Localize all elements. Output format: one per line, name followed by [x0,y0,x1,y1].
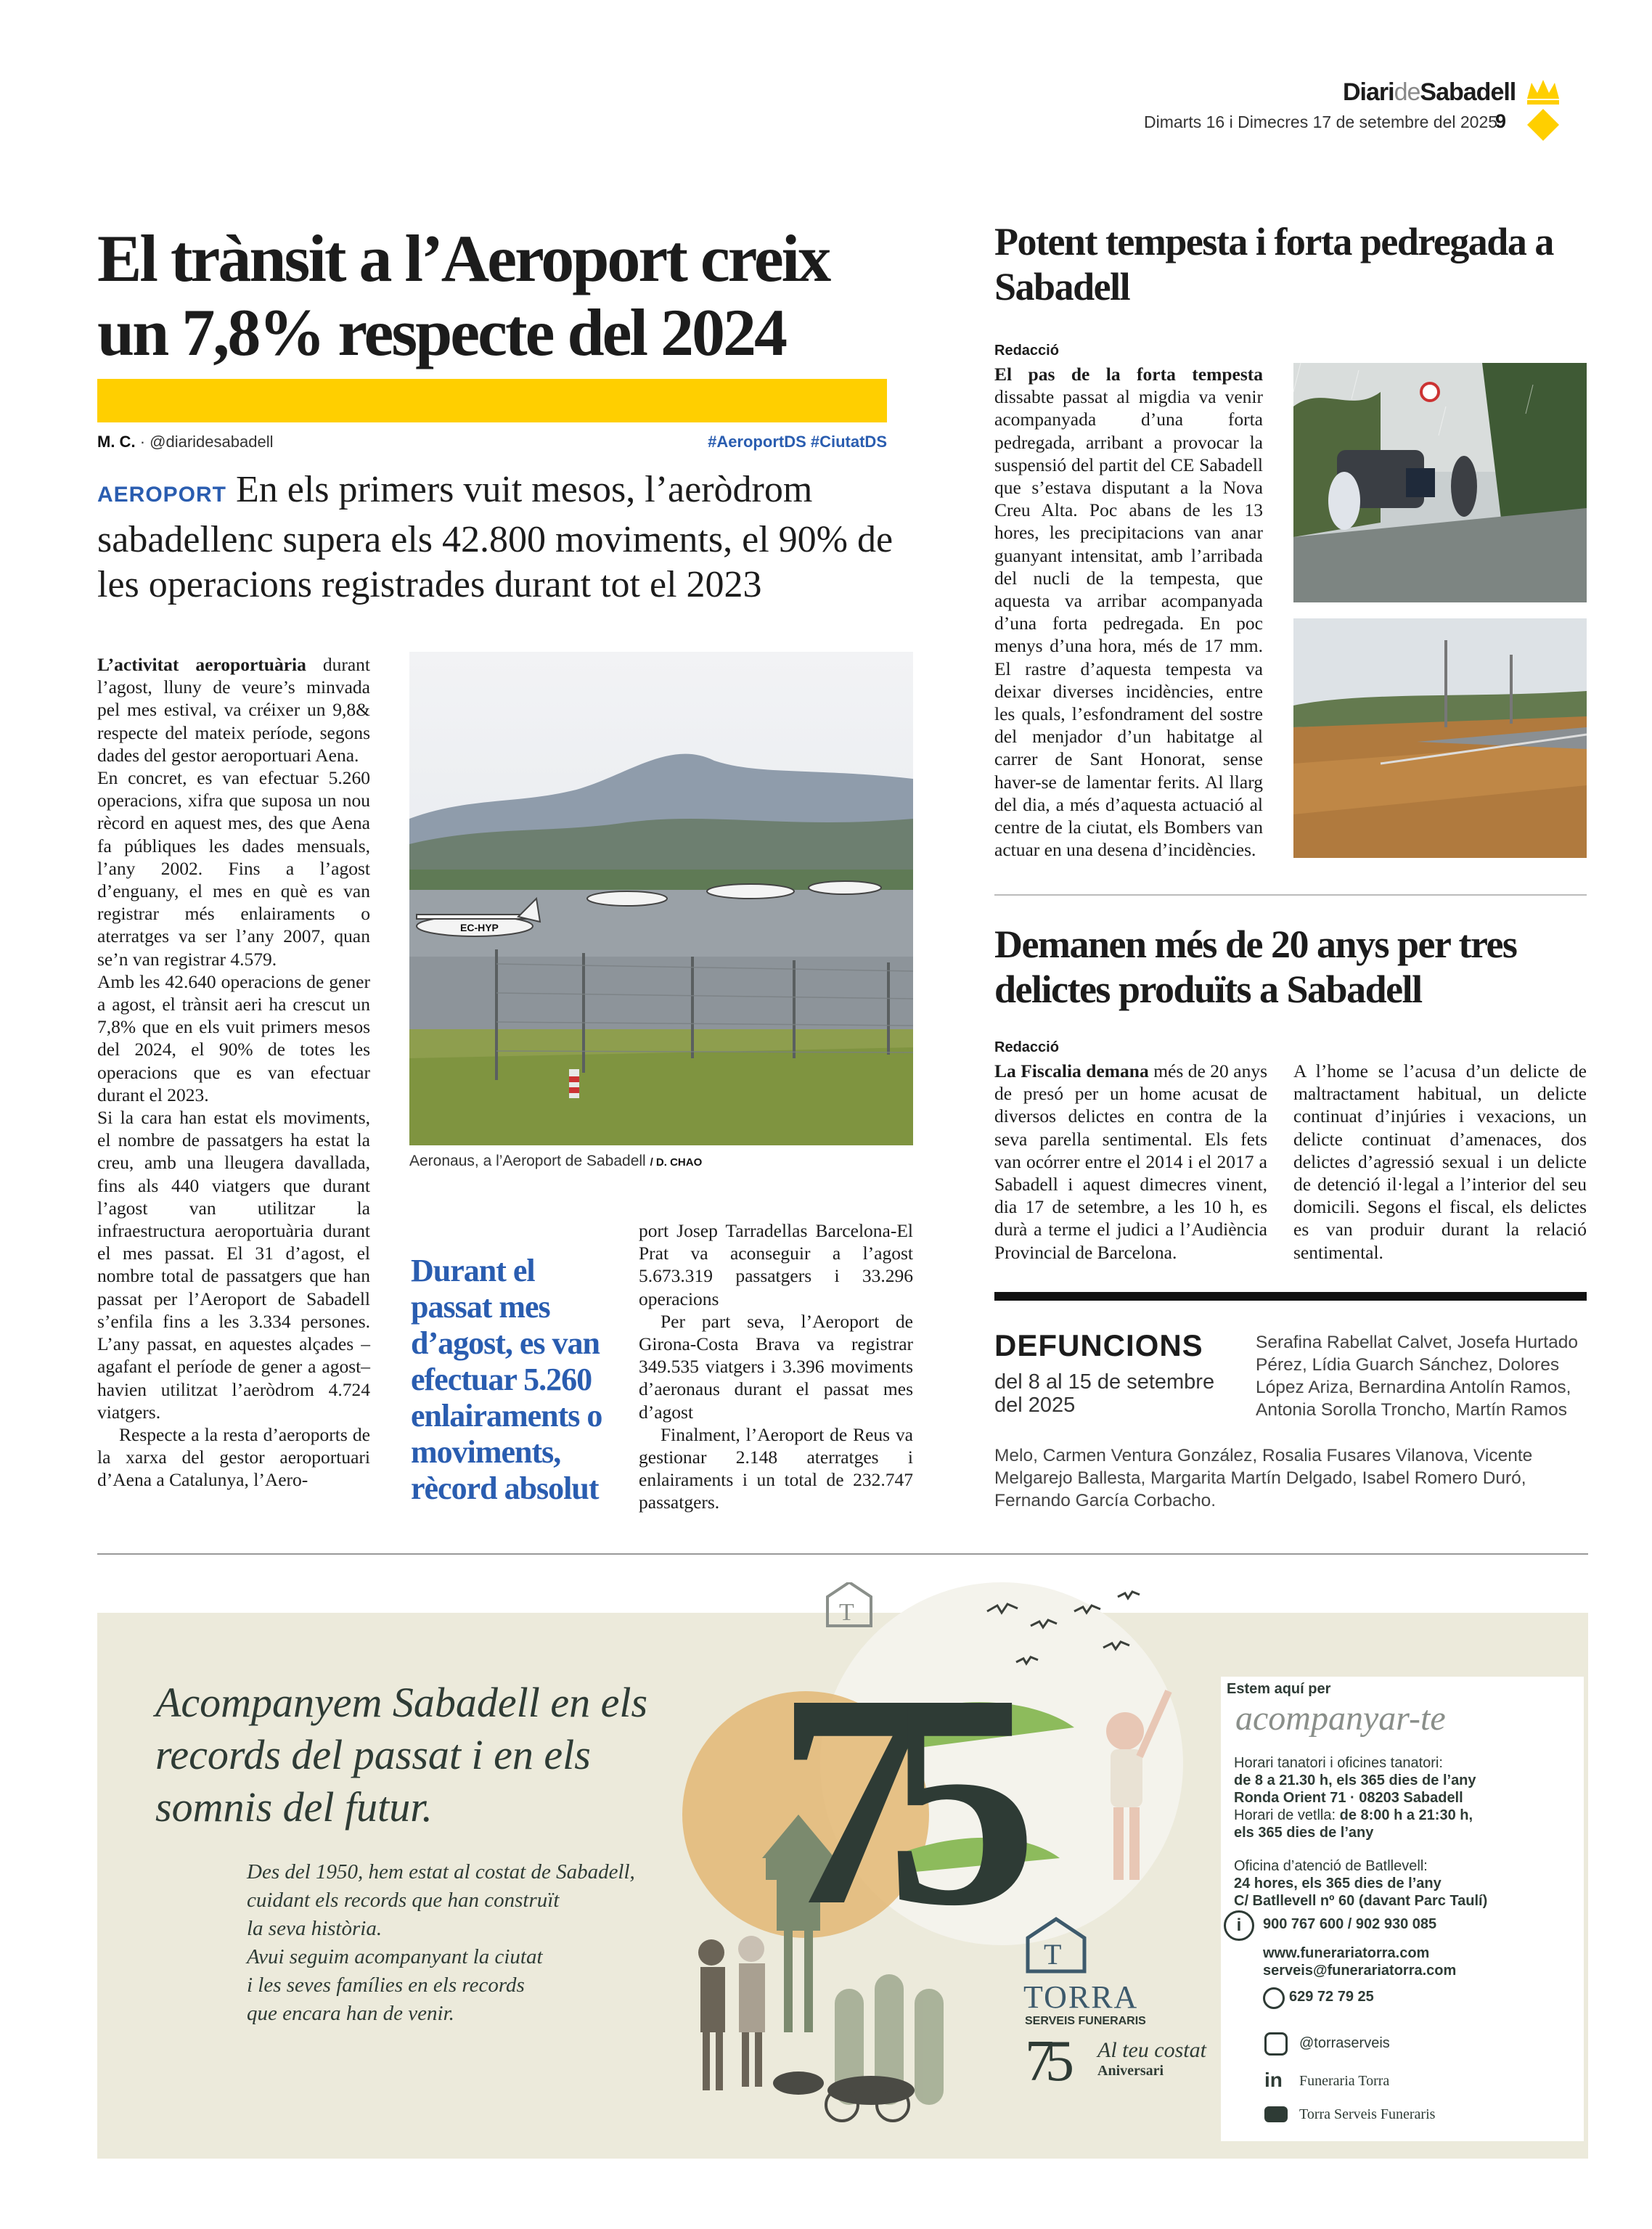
plane-registration: EC-HYP [460,922,499,933]
paragraph: durant l’agost, lluny de veure’s minvada pel mes estival, va créixer un 9,8& respecte del mateix període, segons dades del gestor aeroportuari Aena. [97,654,370,766]
lead-in: El pas de la forta tempesta [994,364,1263,385]
obituaries-dates: del 8 al 15 de setembre del 2025 [994,1370,1215,1417]
obituaries-names-bottom: Melo, Carmen Ventura González, Rosalia Fusares Vilanova, Vicente Melgarejo Ballesta, Margarita Martín Delgado, Isabel Romero Duró, Fernando García Corbacho. [994,1446,1533,1510]
paragraph: Finalment, l’Aeroport de Reus va gestionar 2.148 aterratges i enlairaments i un total de 232.747 passatgers. [639,1423,913,1513]
masthead-diari: Diari [1343,78,1394,106]
anniversary-label: Aniversari [1097,2063,1164,2079]
vetlla-value-2: els 365 dies de l’any [1234,1825,1374,1841]
issue-date: Dimarts 16 i Dimecres 17 de setembre del 2025 [1144,113,1498,131]
house-logo-icon [1023,1916,1089,1974]
byline-separator: · [139,433,146,451]
horari-value: de 8 a 21.30 h, els 365 dies de l’any [1234,1772,1476,1788]
paragraph: A l’home se l’acusa d’un delicte de maltractament habitual, un delicte continuat d’injúries i vexacions, un delicte continuat d’amenaces, dos delictes d’agressió sexual i un delicte de detenció il·legal a l’interior del seu domicili. Segons el fiscal, els delictes es van produir durant la relació sentimental. [1293,1060,1587,1263]
ad-text-line: Avui seguim acompanyant la ciutat [247,1945,543,1968]
deck [97,467,896,608]
youtube-channel[interactable]: Torra Serveis Funeraris [1299,2106,1436,2122]
phones[interactable]: 900 767 600 / 902 930 085 [1263,1916,1437,1932]
oficina-value: 24 hores, els 365 dies de l’any [1234,1876,1442,1891]
vetlla-label [1234,1807,1473,1824]
storm-byline: Redacció [994,343,1059,359]
section-divider [994,894,1587,896]
ad-text [247,1858,711,2028]
article-column-3 [639,1219,913,1514]
paragraph: Per part seva, l’Aeroport de Girona-Costa Brava va registrar 349.535 viatgers i 3.396 moviments d’aeronaus durant el passat mes d’agost [639,1310,913,1423]
paragraph: port Josep Tarradellas Barcelona-El Prat va aconseguir a l’agost 5.673.319 passatgers i 33.296 operacions [639,1220,913,1309]
pull-quote: Durant el passat mes d’agost, es van efectuar 5.260 enlairaments o moviments, rècord absolut [411,1253,602,1506]
ad-title: Acompanyem Sabadell en els records del passat i en els somnis del futur. [155,1679,648,1831]
article-column-1 [97,653,370,1492]
instagram-icon [1264,2032,1288,2056]
main-headline: El trànsit a l’Aeroport creix un 7,8% respecte del 2024 [97,221,830,369]
obituaries-title: DEFUNCIONS [994,1328,1203,1362]
lead-in: L’activitat aeroportuària [97,654,306,675]
ad-text-line: la seva història. [247,1917,383,1940]
crime-headline: Demanen més de 20 anys per tres delictes produïts a Sabadell [994,923,1517,1011]
hashtags[interactable]: #AeroportDS #CiutatDS [708,433,887,451]
vetlla-value: de 8:00 h a 21:30 h, [1339,1807,1473,1823]
ad-text-line: Des del 1950, hem estat al costat de Sabadell, [247,1860,635,1884]
author: M. C. [97,433,136,451]
obituaries-names-top: Serafina Rabellat Calvet, Josefa Hurtado Pérez, Lídia Guarch Sánchez, Dolores López Ariza, Bernardina Antolín Ramos, Antonia Sorolla Troncho, Martín Ramos [1256,1333,1578,1420]
storm-rain-photo [1293,363,1587,602]
byline [97,433,273,451]
oficina-address: C/ Batllevell nº 60 (davant Parc Taulí) [1234,1893,1488,1909]
vetlla-label-text: Horari de vetlla: [1234,1807,1336,1823]
horari-label: Horari tanatori i oficines tanatori: [1234,1755,1443,1771]
social-handle[interactable]: @diaridesabadell [150,433,274,451]
paragraph: Si la cara han estat els moviments, el nombre de passatgers ha estat la creu, amb una lleugera davallada, fins als 440 viatgers que durant l’agost van utilitzar la infraestructura aeroportuària durant el mes passat. El 31 d’agost, el nombre total de passatgers que han passat per l’Aeroport de Sabadell s’enfila fins a les 3.334 persones. L’any passat, en aquestes alçades –agafant el període de gener a agost– havien utilitzat l’aeròdrom 4.724 viatgers. [97,1107,370,1423]
masthead [1343,78,1516,107]
whatsapp-number[interactable]: 629 72 79 25 [1289,1989,1374,2005]
section-tag: AEROPORT [97,483,227,507]
estem-label: Estem aquí per [1227,1681,1331,1697]
house-logo-letter: T [1044,1938,1062,1971]
lead-in: La Fiscalia demana [994,1060,1149,1081]
anniversary-number: 75 [1025,2029,1066,2093]
ad-text-line: cuidant els records que han construït [247,1889,560,1912]
page-number: 9 [1495,110,1507,132]
website-link[interactable]: www.funerariatorra.com [1263,1945,1430,1961]
paragraph: Respecte a la resta d’aeroports de la xarxa del gestor aeroportuari d’Aena a Catalunya, l’Aero- [97,1423,370,1491]
caption-text: Aeronaus, a l’Aeroport de Sabadell [409,1153,646,1169]
crown-logo-icon [1524,78,1562,144]
brand-name: TORRA [1023,1979,1139,2015]
ad-separator [97,1553,1588,1555]
paragraph: més de 20 anys de presó per un home acusat de diversos delictes en contra de la seva parella sentimental. Els fets van ocórrer entre el 2014 i el 2017 a Sabadell i aquest dimecres vinent, dia 17 de setembre, a les 10 h, es durà a terme el judici a l’Audiència Provincial de Barcelona. [994,1060,1267,1263]
brand-subtitle: SERVEIS FUNERARIS [1025,2015,1146,2027]
masthead-de: de [1394,78,1420,106]
acompanyar-label: acompanyar-te [1235,1699,1446,1738]
info-icon: i [1224,1910,1254,1941]
paragraph: En concret, es van efectuar 5.260 operacions, xifra que suposa un nou rècord en aquest mes, des que Aena fa públiques les dades mensuals, l’any 2002. Fins a l’agost d’enguany, el mes en què es van registrar més enlairaments o aterratges va ser l’any 2007, quan se’n van registrar 4.579. [97,767,370,970]
anniversary-text: Al teu costat [1097,2038,1206,2062]
linkedin-icon: in [1264,2069,1283,2091]
whatsapp-icon [1263,1987,1285,2009]
instagram-handle[interactable]: @torraserveis [1299,2035,1390,2051]
crime-column-1 [994,1060,1267,1264]
masthead-sabadell: Sabadell [1420,78,1516,106]
paragraph: dissabte passat al migdia va venir acompanyada d’una forta pedregada, arribant a provocar la suspensió del partit del CE Sabadell que s’estava disputant a la Nova Creu Alta. Poc abans de les 13 hores, les precipitacions van anar guanyant intensitat, amb l’arribada del nucli de la tempesta, que aquesta va arribar acompanyada d’una forta pedregada. En poc menys d’una hora, més de 17 mm. El rastre d’aquesta tempesta va deixar diverses incidències, entre les quals, l’esfondrament del sostre del menjador d’un habitatge al carrer de Sant Honorat, sense haver-se de lamentar ferits. Al llarg del dia, a més d’aquesta actuació al centre de la ciutat, els Bombers van actuar en una desena d’incidències. [994,386,1263,861]
crime-byline: Redacció [994,1039,1059,1055]
address: Ronda Orient 71 · 08203 Sabadell [1234,1790,1463,1806]
storm-body [994,363,1263,861]
airport-photo [409,652,913,1145]
obituaries-rule [994,1292,1587,1301]
ad-text-line: i les seves famílies en els records [247,1974,525,1997]
youtube-icon [1264,2106,1288,2122]
oficina-label: Oficina d’atenció de Batllevell: [1234,1858,1428,1874]
ad-text-line: que encara han de venir. [247,2002,454,2025]
big-75: 75 [777,1631,994,1968]
linkedin-name[interactable]: Funeraria Torra [1299,2073,1390,2089]
house-logo-letter-top: T [839,1599,854,1626]
paragraph: Amb les 42.640 operacions de gener a agost, el trànsit aeri ha crescut un 7,8% que en els vuit primers mesos del 2024, el 90% de totes les operacions que es van efectuar durant el 2023. [97,970,370,1105]
storm-flood-photo [1293,618,1587,858]
photo-credit: / D. CHAO [650,1156,703,1169]
deck-text: En els primers vuit mesos, l’aeròdrom sabadellenc supera els 42.800 moviments, el 90% de les operacions registrades durant tot el 2023 [97,469,894,605]
email-link[interactable]: serveis@funerariatorra.com [1263,1963,1457,1979]
storm-headline: Potent tempesta i forta pedregada a Sabadell [994,220,1553,308]
photo-caption [409,1153,702,1170]
crime-column-2 [1293,1060,1587,1264]
yellow-rule [97,379,887,422]
